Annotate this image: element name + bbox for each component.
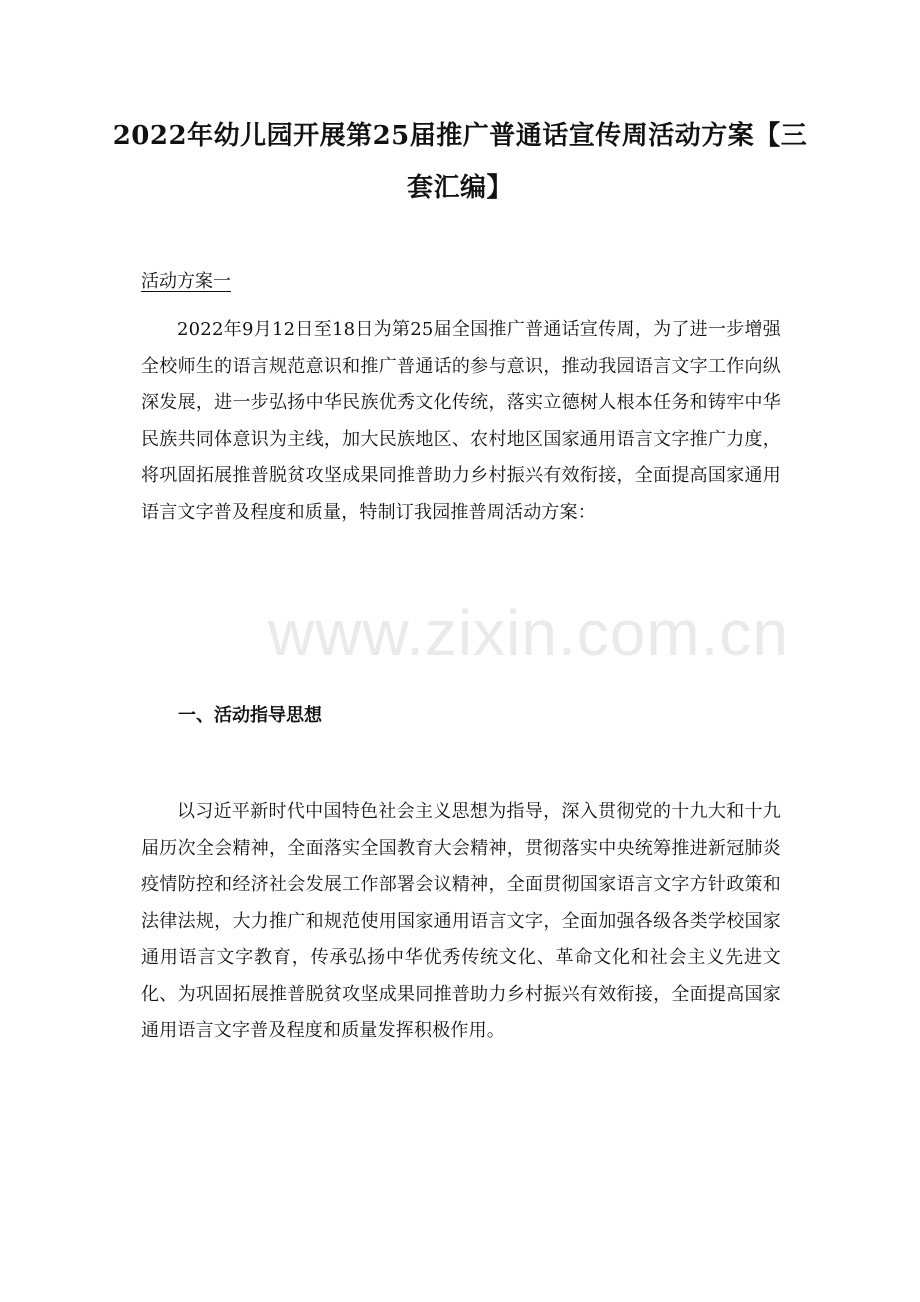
section-heading: 活动方案一 [141, 271, 231, 292]
document-title: 2022年幼儿园开展第25届推广普通话宣传周活动方案【三套汇编】 [112, 121, 808, 203]
watermark: www.zixin.com.cn [268, 597, 789, 669]
intro-paragraph: 2022年9月12日至18日为第25届全国推广普通话宣传周，为了进一步增强全校师生的语言规范意识和推广普通话的参与意识，推动我园语言文字工作向纵深发展，进一步弘扬中华民族优秀文化传统，落实立德树人根本任务和铸牢中华民族共同体意识为主线，加大民族地区、农村地区国家通用语言文字推广力度，将巩固拓展推普脱贫攻坚成果同推普助力乡村振兴有效衔接，全面提高国家通用语言文字普及程度和质量，特制订我园推普周活动方案： [141, 319, 781, 523]
guiding-paragraph: 以习近平新时代中国特色社会主义思想为指导，深入贯彻党的十九大和十九届历次全会精神，全面落实全国教育大会精神，贯彻落实中央统筹推进新冠肺炎疫情防控和经济社会发展工作部署会议精神，全面贯彻国家语言文字方针政策和法律法规，大力推广和规范使用国家通用语言文字，全面加强各级各类学校国家通用语言文字教育，传承弘扬中华优秀传统文化、革命文化和社会主义先进文化、为巩固拓展推普脱贫攻坚成果同推普助力乡村振兴有效衔接，全面提高国家通用语言文字普及程度和质量发挥积极作用。 [141, 801, 781, 1041]
subheading-guiding-thought: 一、活动指导思想 [178, 705, 322, 726]
